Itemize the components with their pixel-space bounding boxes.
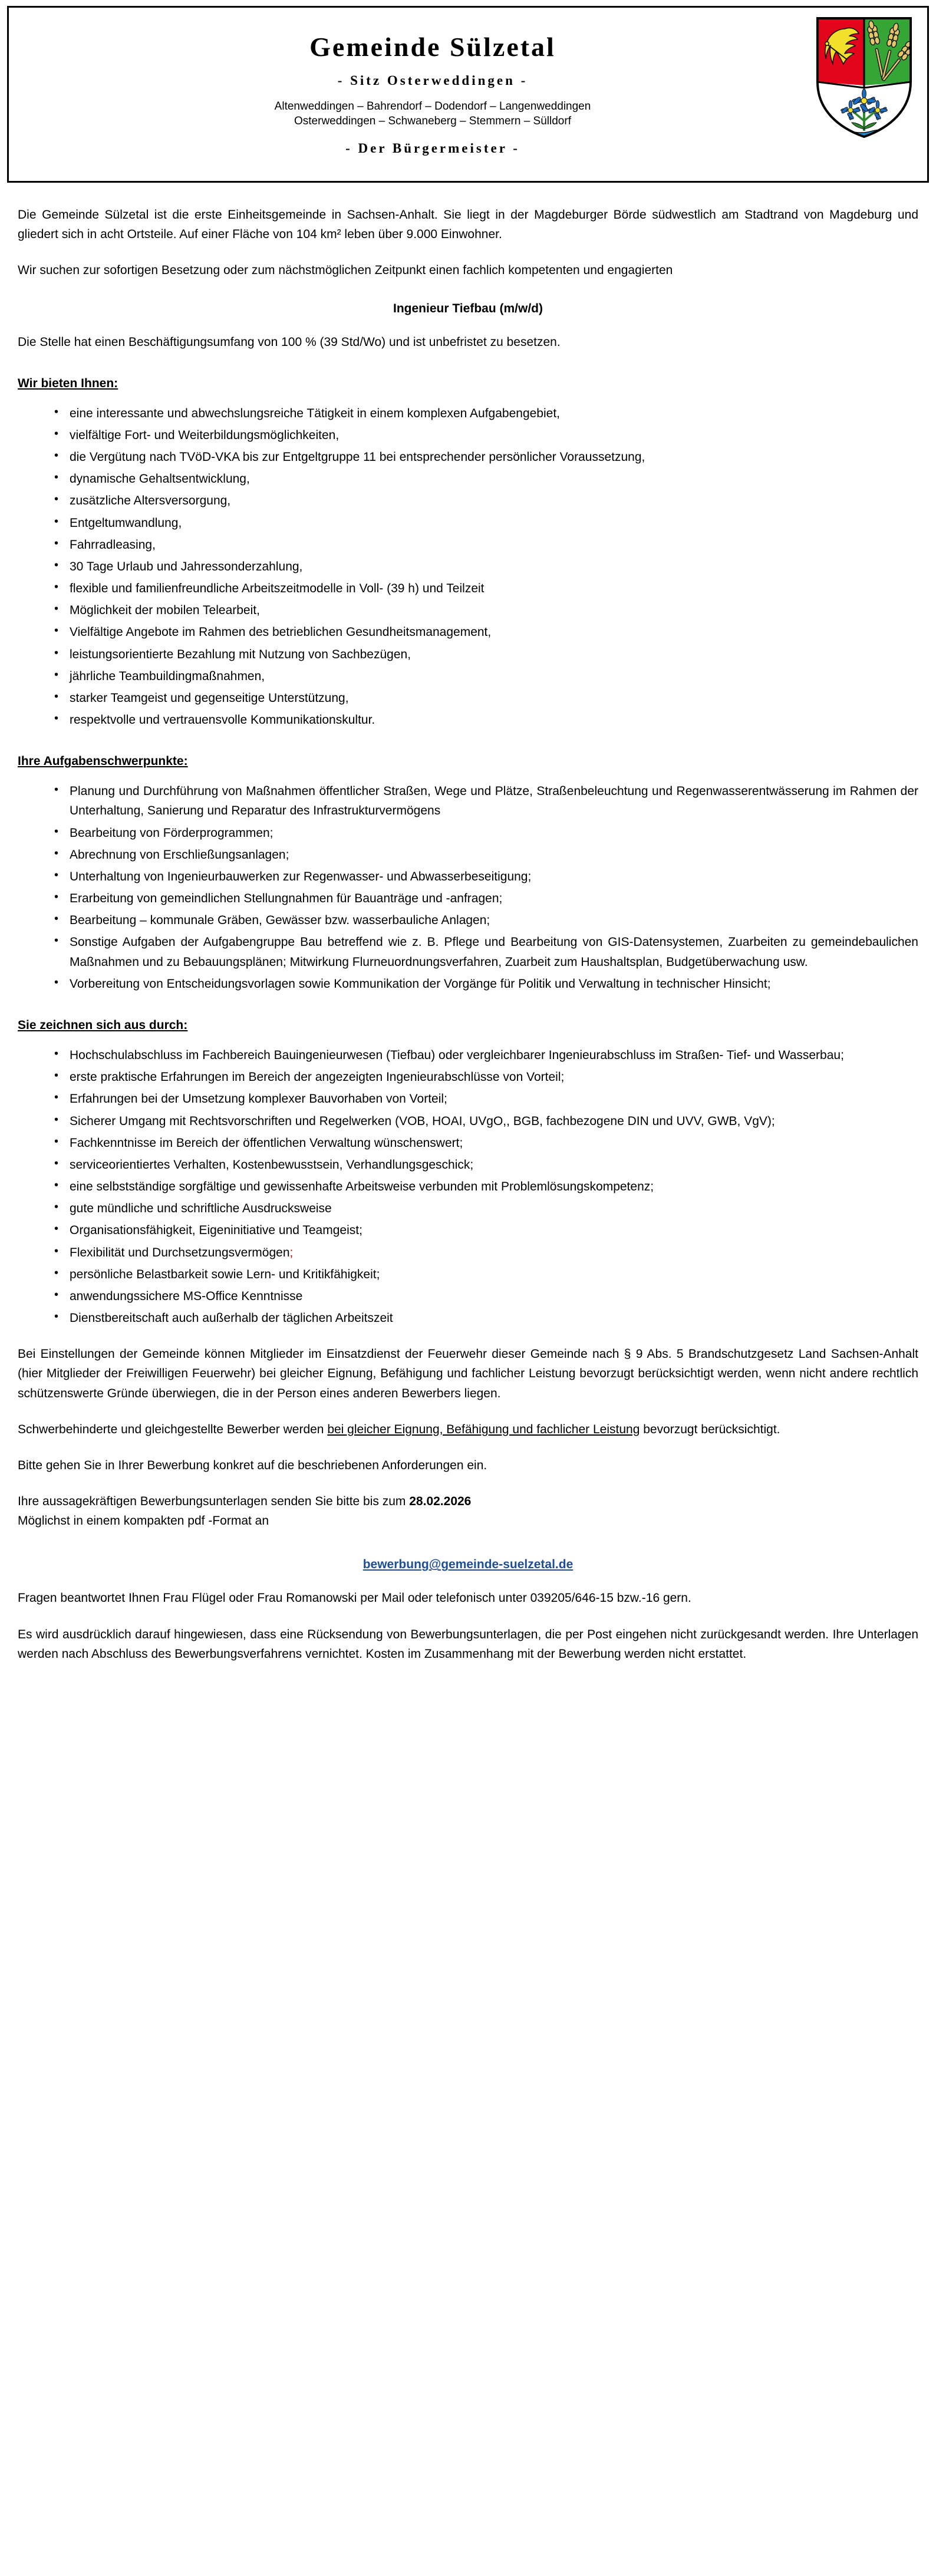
application-email-line <box>18 1558 918 1572</box>
application-deadline-paragraph <box>18 1492 918 1531</box>
profile-list-item: • Erfahrungen bei der Umsetzung komplexer Bauvorhaben von Vorteil; <box>54 1089 918 1109</box>
tasks-list-item: • Vorbereitung von Entscheidungsvorlagen sowie Kommunikation der Vorgänge für Politik und Verwaltung in technischer Hinsicht; <box>54 974 918 994</box>
village-list <box>275 99 591 129</box>
tasks-list-item: • Abrechnung von Erschließungsanlagen; <box>54 845 918 865</box>
tasks-list-item: • Planung und Durchführung von Maßnahmen öffentlicher Straßen, Wege und Plätze, Straßenbeleuchtung und Regenwasserentwässerung im Rahmen der Unterhaltung, Sanierung und Reparatur des Infrastrukturvermögens <box>54 781 918 820</box>
profile-list-item: • serviceorientiertes Verhalten, Kostenbewusstsein, Verhandlungsgeschick; <box>54 1155 918 1175</box>
tasks-list-item: • Sonstige Aufgaben der Aufgabengruppe Bau betreffend wie z. B. Pflege und Bearbeitung von GIS-Datensystemen, Zuarbeiten zu gemeindebaulichen Maßnahmen und zu Bebauungsplänen; Mitwirkung Flurneuordnungsverfahren, Zuarbeit zum Haushaltsplan, Budgetüberwachung usw. <box>54 932 918 971</box>
employment-scope-paragraph: Die Stelle hat einen Beschäftigungsumfang von 100 % (39 Std/Wo) und ist unbefristet zu besetzen. <box>18 335 561 349</box>
tasks-list-item: • Erarbeitung von gemeindlichen Stellungnahmen für Bauanträge und -anfragen; <box>54 889 918 908</box>
offer-list-item: • eine interessante und abwechslungsreiche Tätigkeit in einem komplexen Aufgabengebiet, <box>54 404 918 423</box>
closing-disclaimer-paragraph: Es wird ausdrücklich darauf hingewiesen, dass eine Rücksendung von Bewerbungsunterlagen, die per Post eingehen nicht zurückgesandt werden. Ihre Unterlagen werden nach Abschluss des Bewerbungsverfahrens vernichtet. Kosten im Zusammenhang mit der Bewerbung werden nicht erstattet. <box>18 1627 918 1661</box>
offer-list-item: • vielfältige Fort- und Weiterbildungsmöglichkeiten, <box>54 426 918 445</box>
profile-list-item: • persönliche Belastbarkeit sowie Lern- und Kritikfähigkeit; <box>54 1265 918 1284</box>
coat-of-arms-icon <box>814 16 914 140</box>
job-title: Ingenieur Tiefbau (m/w/d) <box>393 301 543 315</box>
offer-list-item: • leistungsorientierte Bezahlung mit Nutzung von Sachbezügen, <box>54 645 918 664</box>
tasks-list-item: • Unterhaltung von Ingenieurbauwerken zur Regenwasser- und Abwasserbeseitigung; <box>54 867 918 886</box>
municipality-seat: - Sitz Osterweddingen - <box>337 72 528 88</box>
requirements-note-paragraph: Bitte gehen Sie in Ihrer Bewerbung konkret auf die beschriebenen Anforderungen ein. <box>18 1458 487 1472</box>
section-heading-tasks <box>18 754 918 768</box>
section-heading-tasks-label: Ihre Aufgabenschwerpunkte: <box>18 754 188 768</box>
offer-list-item: • Vielfältige Angebote im Rahmen des betrieblichen Gesundheitsmanagement, <box>54 622 918 642</box>
deadline-text-prefix: Ihre aussagekräftigen Bewerbungsunterlagen senden Sie bitte bis zum <box>18 1495 410 1509</box>
profile-list-item: • Flexibilität und Durchsetzungsvermögen; <box>54 1243 918 1262</box>
application-email-link[interactable]: bewerbung@gemeinde-suelzetal.de <box>362 1558 574 1572</box>
offer-list-item: • die Vergütung nach TVöD-VKA bis zur Entgeltgruppe 11 bei entsprechender persönlicher Voraussetzung, <box>54 447 918 467</box>
mayor-label: - Der Bürgermeister - <box>345 140 520 156</box>
contact-paragraph: Fragen beantwortet Ihnen Frau Flügel oder Frau Romanowski per Mail oder telefonisch unter 039205/646-15 bzw.-16 gern. <box>18 1591 691 1605</box>
municipality-name: Gemeinde Sülzetal <box>309 32 556 62</box>
offer-list-item: • dynamische Gehaltsentwicklung, <box>54 469 918 489</box>
profile-list-item: • gute mündliche und schriftliche Ausdrucksweise <box>54 1199 918 1218</box>
disability-text-underlined: bei gleicher Eignung, Befähigung und fachlicher Leistung <box>327 1422 640 1436</box>
section-heading-profile <box>18 1018 918 1033</box>
tasks-list <box>18 781 918 994</box>
offer-list-item: • Möglichkeit der mobilen Telearbeit, <box>54 601 918 620</box>
offer-list-item: • zusätzliche Altersversorgung, <box>54 491 918 510</box>
section-heading-offer <box>18 377 918 391</box>
village-list-line-1: Altenweddingen – Bahrendorf – Dodendorf – Langenweddingen <box>274 100 591 113</box>
profile-list-item: • Organisationsfähigkeit, Eigeninitiative und Teamgeist; <box>54 1221 918 1240</box>
firefighter-preference-paragraph: Bei Einstellungen der Gemeinde können Mitglieder im Einsatzdienst der Feuerwehr dieser Gemeinde nach § 9 Abs. 5 Brandschutzgesetz Land Sachsen-Anhalt (hier Mitglieder der Freiwilligen Feuerwehr) bei gleicher Eignung, Befähigung und fachlicher Leistung bevorzugt berücksichtigt werden, wenn nicht andere rechtlich schützenswerte Gründe überwiegen, die in der Person eines anderen Bewerbers liegen. <box>18 1347 918 1400</box>
deadline-date: 28.02.2026 <box>409 1495 472 1509</box>
tasks-list-item: • Bearbeitung – kommunale Gräben, Gewässer bzw. wasserbauliche Anlagen; <box>54 911 918 930</box>
intro-paragraph-2: Wir suchen zur sofortigen Besetzung oder zum nächstmöglichen Zeitpunkt einen fachlich kompetenten und engagierten <box>18 263 673 278</box>
disability-text-part-2: bevorzugt berücksichtigt. <box>640 1422 780 1436</box>
profile-list-item: • Sicherer Umgang mit Rechtsvorschriften und Regelwerken (VOB, HOAI, UVgO,, BGB, fachbezogene DIN und UVV, GWB, VgV); <box>54 1111 918 1131</box>
disability-preference-paragraph <box>18 1420 918 1439</box>
profile-list-item: • Fachkenntnisse im Bereich der öffentlichen Verwaltung wünschenswert; <box>54 1133 918 1153</box>
section-heading-offer-label: Wir bieten Ihnen: <box>18 376 118 390</box>
offer-list-item: • Entgeltumwandlung, <box>54 513 918 533</box>
tasks-list-item: • Bearbeitung von Förderprogrammen; <box>54 823 918 843</box>
profile-list-item: • Hochschulabschluss im Fachbereich Bauingenieurwesen (Tiefbau) oder vergleichbarer Ingenieurabschluss im Straßen- Tief- und Wasserbau; <box>54 1045 918 1065</box>
offer-list-item: • jährliche Teambuildingmaßnahmen, <box>54 667 918 686</box>
profile-list <box>18 1045 918 1328</box>
offer-list-item: • flexible und familienfreundliche Arbeitszeitmodelle in Voll- (39 h) und Teilzeit <box>54 579 918 598</box>
offer-list-item: • Fahrradleasing, <box>54 535 918 555</box>
profile-list-item: • anwendungssichere MS-Office Kenntnisse <box>54 1287 918 1306</box>
application-format-note: Möglichst in einem kompakten pdf -Format an <box>18 1514 269 1528</box>
offer-list <box>18 404 918 730</box>
letterhead-header <box>7 6 929 183</box>
offer-list-item: • respektvolle und vertrauensvolle Kommunikationskultur. <box>54 710 918 730</box>
disability-text-part-1: Schwerbehinderte und gleichgestellte Bewerber werden <box>18 1422 328 1436</box>
village-list-line-2: Osterweddingen – Schwaneberg – Stemmern – Sülldorf <box>294 115 571 128</box>
profile-list-item: • erste praktische Erfahrungen im Bereich der angezeigten Ingenieurabschlüsse von Vorteil; <box>54 1067 918 1087</box>
letterhead-text-block <box>9 8 927 181</box>
advertisement-body <box>7 205 929 1664</box>
section-heading-profile-label: Sie zeichnen sich aus durch: <box>18 1018 188 1032</box>
intro-paragraph-1: Die Gemeinde Sülzetal ist die erste Einheitsgemeinde in Sachsen-Anhalt. Sie liegt in der Magdeburger Börde südwestlich am Stadtrand von Magdeburg und gliedert sich in acht Ortsteile. Auf einer Fläche von 104 km² leben über 9.000 Einwohner. <box>18 208 918 242</box>
offer-list-item: • 30 Tage Urlaub und Jahressonderzahlung, <box>54 557 918 576</box>
offer-list-item: • starker Teamgeist und gegenseitige Unterstützung, <box>54 688 918 708</box>
profile-list-item: • eine selbstständige sorgfältige und gewissenhafte Arbeitsweise verbunden mit Problemlösungskompetenz; <box>54 1177 918 1196</box>
profile-list-item: • Dienstbereitschaft auch außerhalb der täglichen Arbeitszeit <box>54 1308 918 1328</box>
red-semicolon: ; <box>289 1245 294 1259</box>
